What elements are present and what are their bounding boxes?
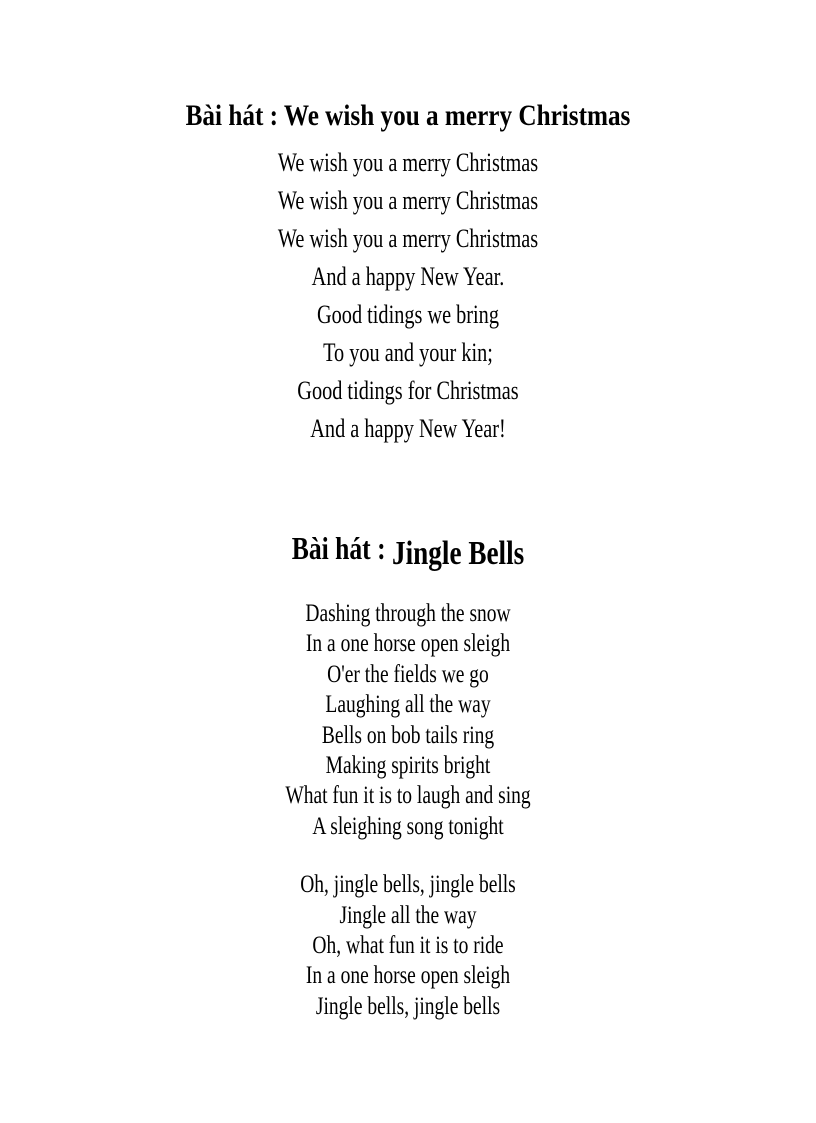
song-title-prefix: Bài hát : xyxy=(185,99,279,132)
lyric-line: And a happy New Year. xyxy=(311,262,505,291)
lyric-line: Laughing all the way xyxy=(325,691,491,719)
lyric-line: In a one horse open sleigh xyxy=(305,630,511,658)
lyric-line: Dashing through the snow xyxy=(305,600,511,627)
lyric-line: And a happy New Year! xyxy=(310,414,506,443)
song-verse xyxy=(0,599,816,842)
song-title xyxy=(82,524,735,573)
song-title-name: Jingle Bells xyxy=(392,535,525,572)
lyric-line: Jingle all the way xyxy=(339,901,477,929)
lyric-line: Oh, what fun it is to ride xyxy=(312,932,504,960)
lyric-line: In a one horse open sleigh xyxy=(305,962,511,990)
lyric-line: Good tidings for Christmas xyxy=(297,376,519,405)
song-jingle-bells xyxy=(0,524,816,1022)
lyric-line: O'er the fields we go xyxy=(327,660,489,688)
lyric-line: Making spirits bright xyxy=(325,752,491,780)
lyric-line: We wish you a merry Christmas xyxy=(277,148,539,177)
song-we-wish-you xyxy=(0,96,816,448)
song-title-name: We wish you a merry Christmas xyxy=(283,99,631,132)
lyric-line: What fun it is to laugh and sing xyxy=(285,782,531,810)
lyric-line: A sleighing song tonight xyxy=(312,812,504,840)
lyric-line: Oh, jingle bells, jingle bells xyxy=(300,871,516,899)
lyric-line: Bells on bob tails ring xyxy=(321,721,495,749)
song-title xyxy=(65,96,750,136)
song-title-prefix: Bài hát : xyxy=(291,530,386,566)
song-chorus xyxy=(0,870,816,1022)
lyric-line: Good tidings we bring xyxy=(317,300,499,329)
lyric-line: Jingle bells, jingle bells xyxy=(315,992,501,1020)
lyric-line: To you and your kin; xyxy=(323,338,493,367)
lyric-line: We wish you a merry Christmas xyxy=(277,186,539,215)
lyric-line: We wish you a merry Christmas xyxy=(277,224,539,253)
song-lyrics xyxy=(0,144,816,448)
